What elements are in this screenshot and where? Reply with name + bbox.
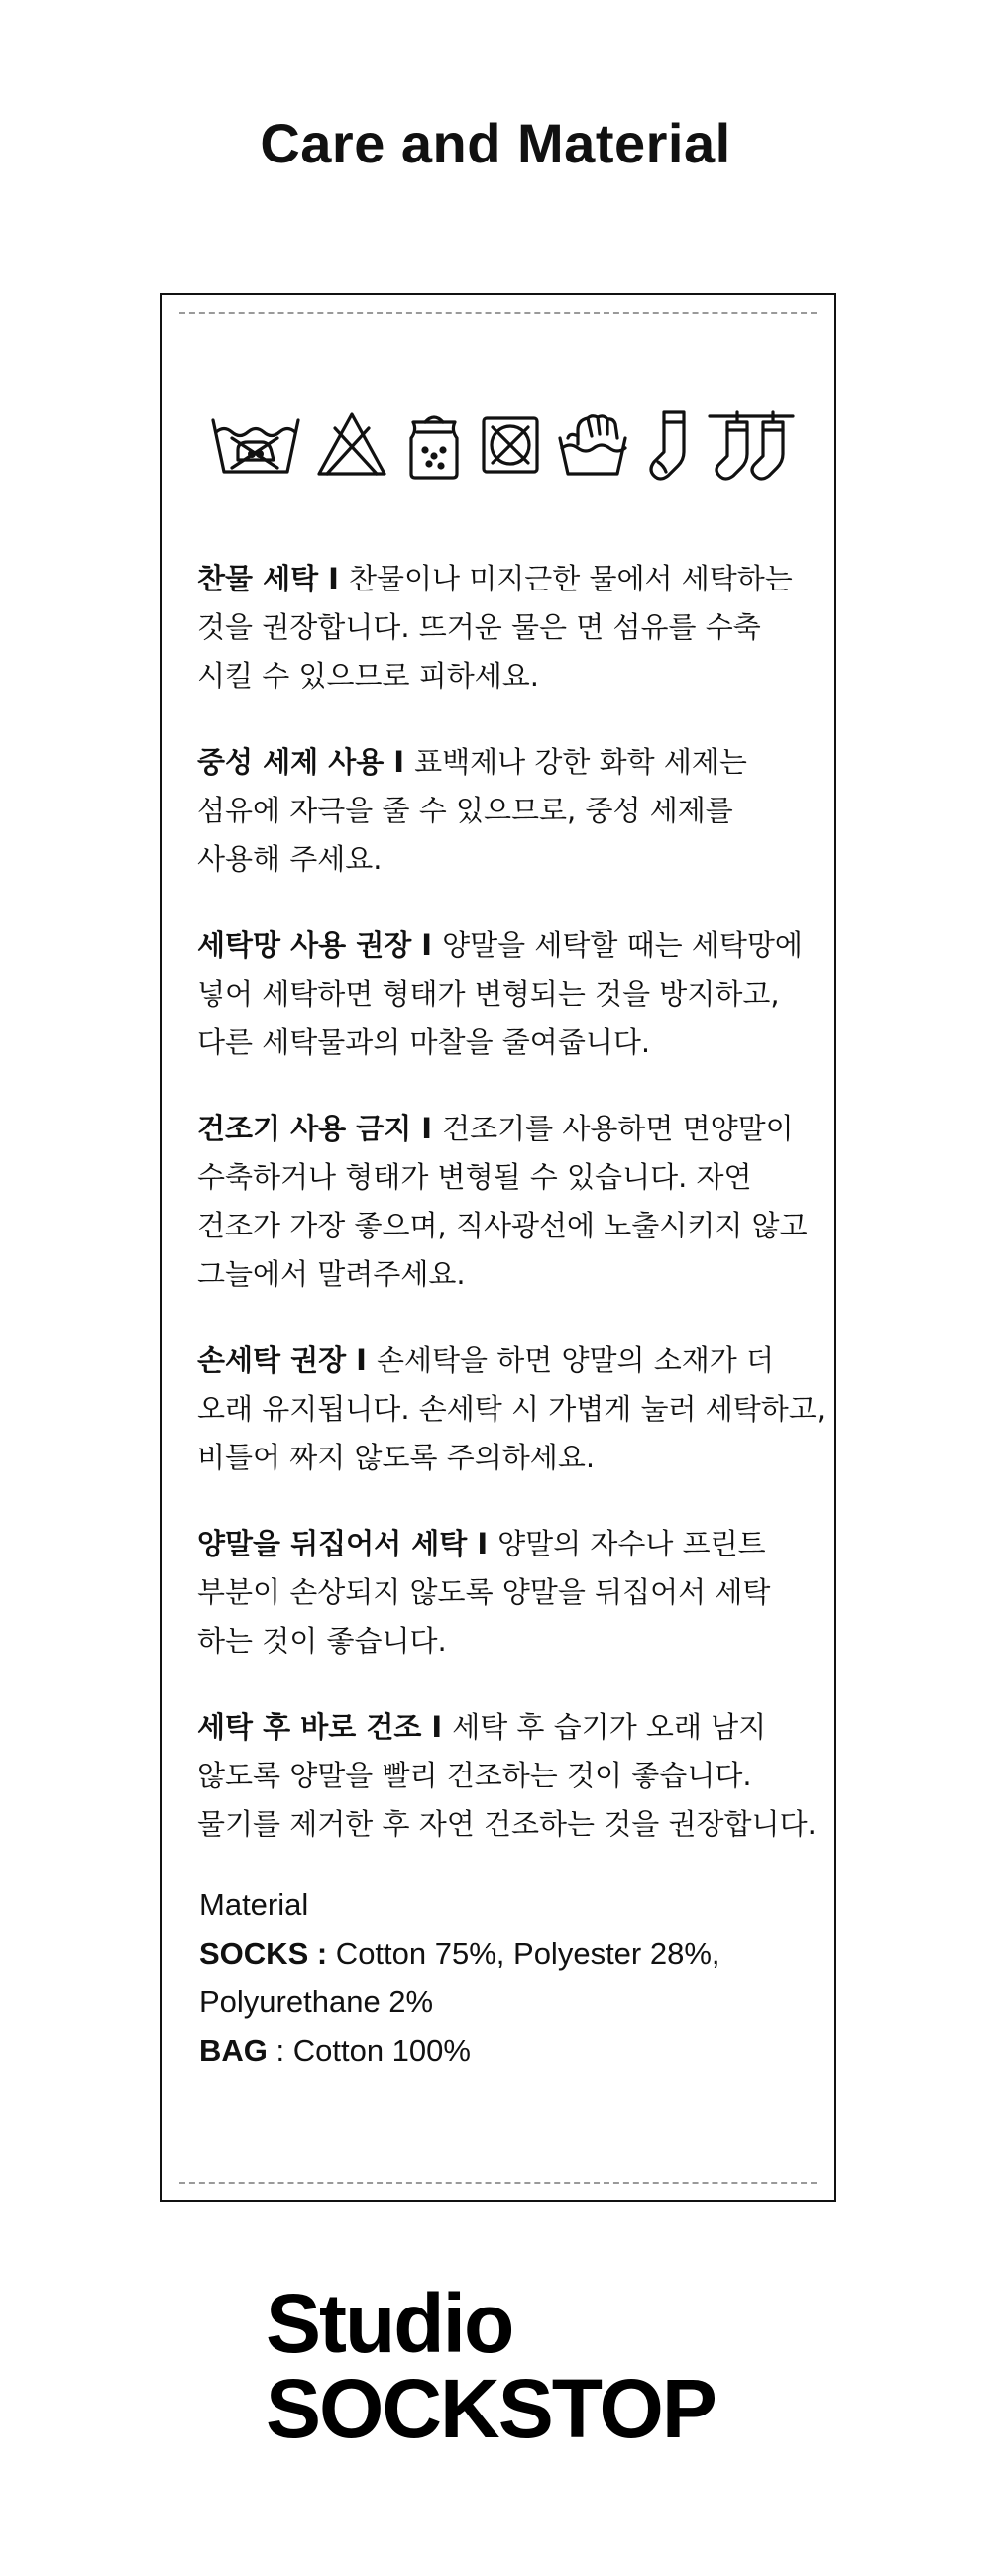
care-item-text: 양말을 세탁할 때는 세탁망에 [442,928,803,962]
laundry-bag-icon [403,408,465,482]
care-item-text: 손세탁을 하면 양말의 소재가 더 [376,1343,775,1377]
care-item-no-dryer [197,1105,831,1299]
care-item-text: 다른 세탁물과의 마찰을 줄여줍니다. [197,1025,651,1059]
care-item-text: 것을 권장합니다. 뜨거운 물은 면 섬유를 수축 [197,610,761,644]
care-item-text: 하는 것이 좋습니다. [197,1624,447,1658]
material-bag-value: : Cotton 100% [267,2033,471,2068]
care-item-heading: 건조기 사용 금지 [197,1112,412,1145]
care-item-text: 건조가 가장 좋으며, 직사광선에 노출시키지 않고 [197,1209,808,1242]
care-item-heading: 찬물 세탁 [197,562,319,595]
care-item-cold-wash [197,555,831,700]
cold-wash-no-iron-icon [210,408,301,482]
care-item-text: 찬물이나 미지근한 물에서 세탁하는 [348,562,793,595]
care-item-text: 수축하거나 형태가 변형될 수 있습니다. 자연 [197,1160,752,1194]
care-item-text: 표백제나 강한 화학 세제는 [414,745,747,779]
material-socks-value: Cotton 75%, Polyester 28%, [327,1936,720,1971]
stitch-line-top [179,312,817,314]
care-item-text: 않도록 양말을 빨리 건조하는 것이 좋습니다. [197,1759,752,1792]
material-bag [199,2026,794,2075]
care-item-heading: 세탁 후 바로 건조 [197,1710,422,1744]
care-item-text: 건조기를 사용하면 면양말이 [442,1112,794,1145]
care-item-separator: I [328,562,339,595]
no-tumble-dry-icon [479,408,542,482]
care-item-heading: 중성 세제 사용 [197,745,385,779]
care-item-text: 오래 유지됩니다. 손세탁 시 가볍게 눌러 세탁하고, [197,1392,826,1426]
hanging-socks-icon [708,408,795,482]
care-item-text: 넣어 세탁하면 형태가 변형되는 것을 방지하고, [197,977,780,1011]
care-item-text: 물기를 제거한 후 자연 건조하는 것을 권장합니다. [197,1807,817,1841]
care-item-separator: I [431,1710,443,1744]
material-socks [199,1929,794,1978]
care-item-heading: 양말을 뒤집어서 세탁 [197,1527,468,1560]
care-label-tag [160,293,836,2202]
brand-line-2: SOCKSTOP [266,2362,716,2455]
care-item-separator: I [421,928,433,962]
care-item-laundry-net [197,921,831,1067]
care-item-separator: I [477,1527,489,1560]
stitch-line-bottom [179,2182,817,2184]
care-item-text: 섬유에 자극을 줄 수 있으므로, 중성 세제를 [197,794,733,827]
material-bag-label: BAG [199,2033,268,2068]
care-item-text: 양말의 자수나 프린트 [497,1527,766,1560]
brand-logo [266,2277,716,2455]
hand-wash-icon [556,408,629,482]
care-item-separator: I [393,745,405,779]
material-socks-label: SOCKS : [199,1936,328,1971]
page-title: Care and Material [260,112,731,174]
care-item-heading: 손세탁 권장 [197,1343,347,1377]
care-item-text: 세탁 후 습기가 오래 남지 [452,1710,767,1744]
care-item-hand-wash [197,1337,831,1482]
care-item-inside-out [197,1520,831,1665]
care-item-text: 사용해 주세요. [197,842,383,876]
brand-line-1: Studio [266,2277,513,2370]
material-section [199,1880,794,2075]
care-item-text: 비틀어 짜지 않도록 주의하세요. [197,1441,596,1474]
care-instructions [197,555,831,1886]
care-item-dry-immediately [197,1703,831,1849]
care-item-heading: 세탁망 사용 권장 [197,928,412,962]
material-title: Material [199,1887,309,1922]
care-item-neutral-detergent [197,738,831,884]
care-item-text: 그늘에서 말려주세요. [197,1257,466,1291]
care-item-text: 시킬 수 있으므로 피하세요. [197,659,540,693]
care-item-text: 부분이 손상되지 않도록 양말을 뒤집어서 세탁 [197,1575,771,1609]
care-item-separator: I [356,1343,367,1377]
sock-icon [644,408,694,482]
care-item-separator: I [421,1112,433,1145]
material-socks-continued: Polyurethane 2% [199,1985,434,2019]
care-icon-row [210,405,795,484]
no-bleach-icon [315,408,388,482]
